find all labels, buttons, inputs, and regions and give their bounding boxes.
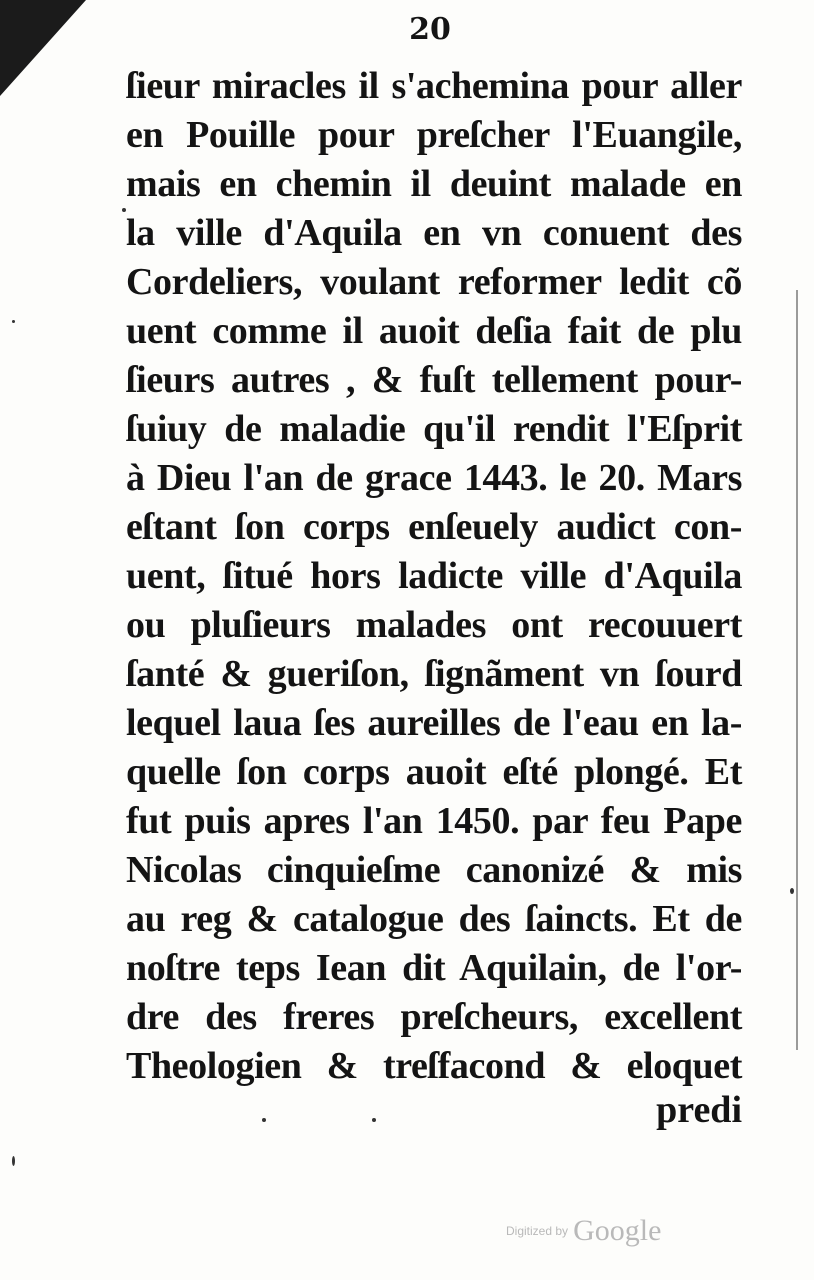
text-line: mais en chemin il deuint malade en [126,163,742,205]
text-line: en Pouille pour preſcher l'Euangile, [126,114,742,156]
text-line: ſieurs autres , & fuſt tellement pour- [126,359,742,401]
text-line: Cordeliers, voulant reformer ledit cõ [126,261,742,303]
catchword: predi [656,1089,742,1131]
text-line: ſieur miracles il s'achemina pour aller [126,65,742,107]
text-line: lequel laua ſes aureilles de l'eau en la- [126,702,742,744]
text-line: uent, ſitué hors ladicte ville d'Aquila [126,555,742,597]
text-line: quelle ſon corps auoit eſté plongé. Et [126,751,742,793]
watermark-brand: Google [573,1214,662,1247]
text-line: noſtre teps Iean dit Aquilain, de l'or- [126,947,742,989]
text-line: à Dieu l'an de grace 1443. le 20. Mars [126,457,742,499]
text-line: ſanté & gueriſon, ſignãment vn ſourd [126,653,742,695]
text-line: Theologien & treſfacond & eloquet [126,1045,742,1087]
scan-corner-shadow [0,0,86,96]
text-line: Nicolas cinquieſme canonizé & mis [126,849,742,891]
watermark-prefix: Digitized by [506,1224,569,1238]
text-line: eſtant ſon corps enſeuely audict con- [126,506,742,548]
text-line: ſuiuy de maladie qu'il rendit l'Eſprit [126,408,742,450]
body-text [126,62,742,1091]
page-number: 20 [409,12,451,47]
text-line: fut puis apres l'an 1450. par feu Pape [126,800,742,842]
text-line: au reg & catalogue des ſaincts. Et de [126,898,742,940]
scan-speck [262,1118,266,1122]
text-line: dre des freres preſcheurs, excellent [126,996,742,1038]
text-line: uent comme il auoit deſia fait de plu [126,310,742,352]
scan-speck [12,1156,15,1166]
digitized-by-watermark [506,1214,676,1248]
text-line: ou pluſieurs malades ont recouuert [126,604,742,646]
scan-speck [122,208,126,212]
scan-speck [12,320,15,323]
scan-speck [790,888,794,894]
text-line: la ville d'Aquila en vn conuent des [126,212,742,254]
scan-speck [372,1118,376,1122]
scan-edge-mark [796,290,798,1050]
